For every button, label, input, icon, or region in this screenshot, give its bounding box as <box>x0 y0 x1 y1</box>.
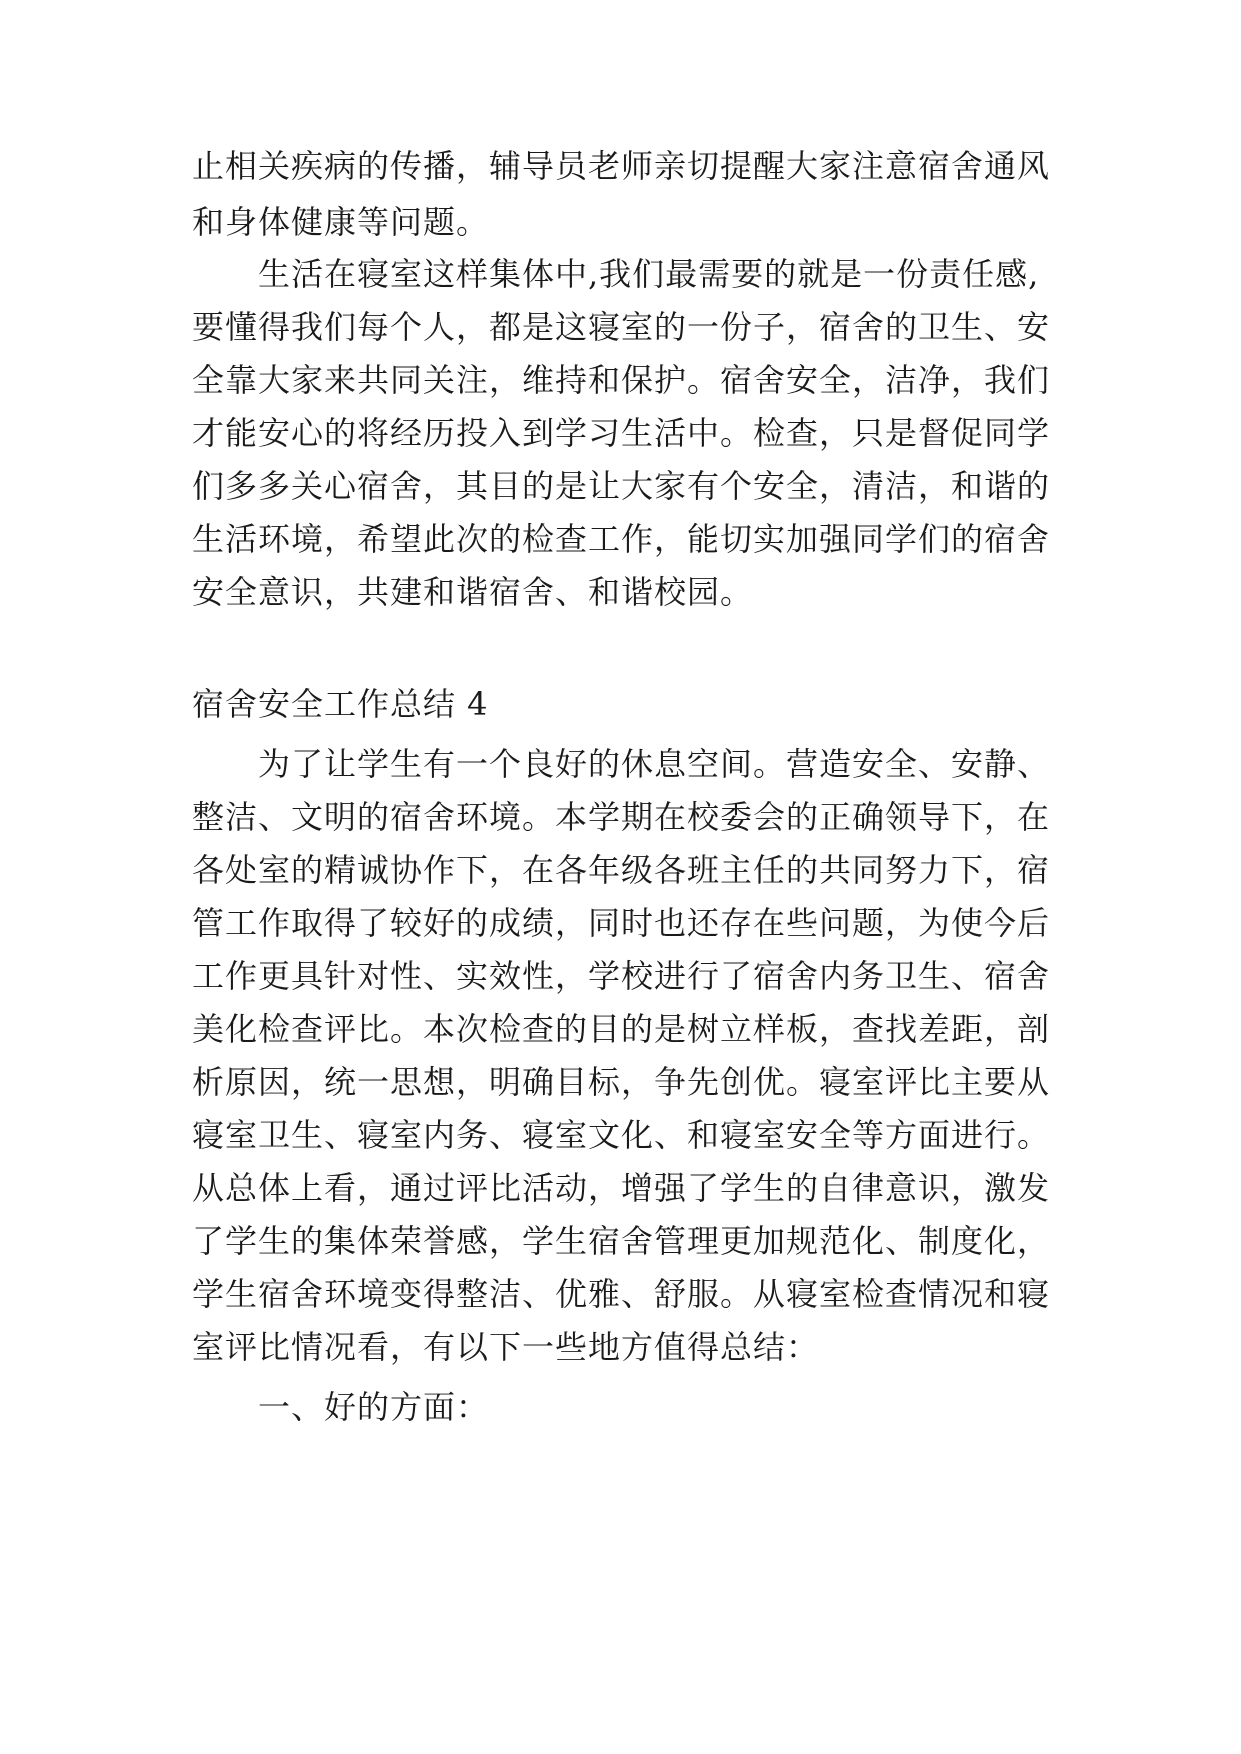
paragraph-line: 析原因，统一思想，明确目标，争先创优。寝室评比主要从 <box>192 1063 1051 1101</box>
paragraph-line: 寝室卫生、寝室内务、寝室文化、和寝室安全等方面进行。 <box>192 1116 1051 1154</box>
paragraph-line: 美化检查评比。本次检查的目的是树立样板，查找差距，剖 <box>192 1010 1051 1048</box>
paragraph-line: 止相关疾病的传播，辅导员老师亲切提醒大家注意宿舍通风 <box>192 147 1051 185</box>
paragraph-line: 从总体上看，通过评比活动，增强了学生的自律意识，激发 <box>192 1169 1051 1207</box>
paragraph-line: 和身体健康等问题。 <box>192 203 490 241</box>
paragraph-line: 全靠大家来共同关注，维持和保护。宿舍安全，洁净，我们 <box>192 361 1051 399</box>
paragraph-line: 才能安心的将经历投入到学习生活中。检查，只是督促同学 <box>192 414 1051 452</box>
paragraph-line: 各处室的精诚协作下，在各年级各班主任的共同努力下，宿 <box>192 851 1051 889</box>
paragraph-line: 生活环境，希望此次的检查工作，能切实加强同学们的宿舍 <box>192 520 1051 558</box>
paragraph-line: 学生宿舍环境变得整洁、优雅、舒服。从寝室检查情况和寝 <box>192 1275 1051 1313</box>
paragraph-line: 要懂得我们每个人，都是这寝室的一份子，宿舍的卫生、安 <box>192 308 1051 346</box>
paragraph-line: 安全意识，共建和谐宿舍、和谐校园。 <box>192 573 754 611</box>
paragraph-line: 工作更具针对性、实效性，学校进行了宿舍内务卫生、宿舍 <box>192 957 1051 995</box>
paragraph-line: 室评比情况看，有以下一些地方值得总结： <box>192 1328 820 1366</box>
paragraph-line: 生活在寝室这样集体中,我们最需要的就是一份责任感, <box>258 255 1040 293</box>
paragraph-line: 了学生的集体荣誉感，学生宿舍管理更加规范化、制度化， <box>192 1222 1051 1260</box>
list-heading: 一、好的方面： <box>258 1388 490 1426</box>
paragraph-line: 整洁、文明的宿舍环境。本学期在校委会的正确领导下，在 <box>192 798 1051 836</box>
paragraph-line: 为了让学生有一个良好的休息空间。营造安全、安静、 <box>258 745 1051 783</box>
section-heading: 宿舍安全工作总结 4 <box>192 685 489 723</box>
paragraph-line: 们多多关心宿舍，其目的是让大家有个安全，清洁，和谐的 <box>192 467 1051 505</box>
paragraph-line: 管工作取得了较好的成绩，同时也还存在些问题，为使今后 <box>192 904 1051 942</box>
